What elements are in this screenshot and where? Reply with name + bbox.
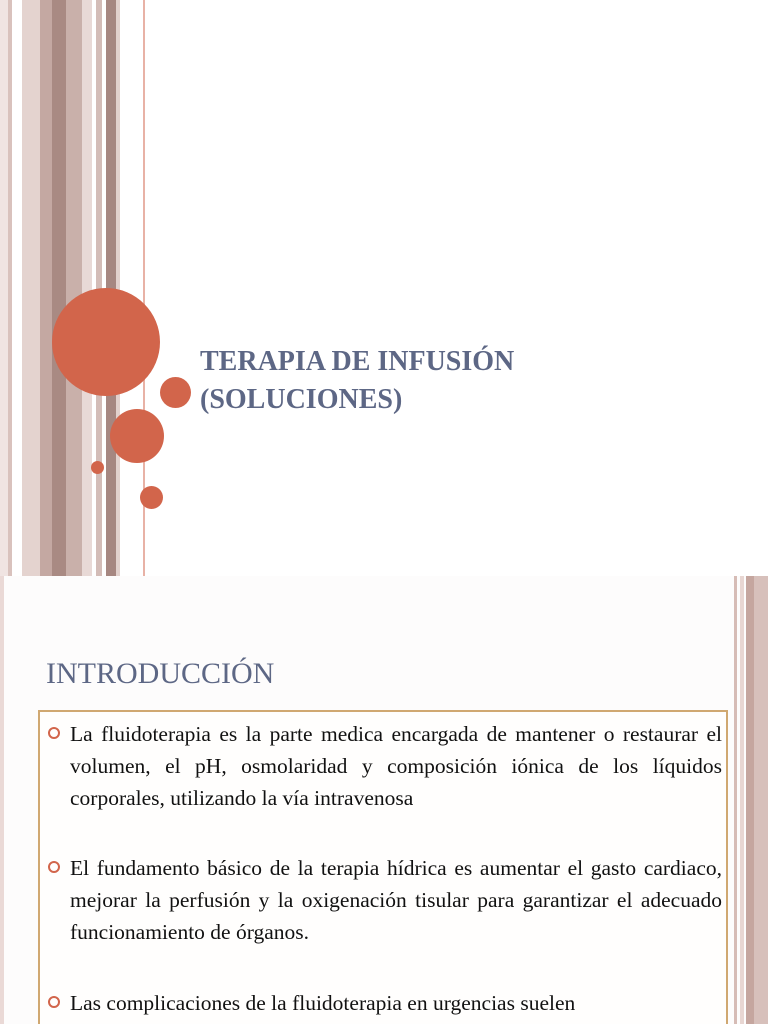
slide-title-line1: TERAPIA DE INFUSIÓN [200,346,515,377]
content-slide [0,576,768,1024]
bullet-text: El fundamento básico de la terapia hídrica es aumentar el gasto cardiaco, mejorar la perfusión y la oxigenación tisular para garantizar el adecuado funcionamiento de órganos. [70,856,722,944]
bullet-text: La fluidoterapia es la parte medica encargada de mantener o restaurar el volumen, el pH, osmolaridad y composición iónica de los líquidos corporales, utilizando la vía intravenosa [70,722,722,810]
circle-bullet-icon [48,861,60,873]
section-heading: INTRODUCCIÓN [46,657,275,690]
small-accent-circle-bottom [140,486,163,509]
bullet-item [70,852,722,948]
tiny-accent-circle [91,461,104,474]
large-accent-circle [52,288,160,396]
circle-bullet-icon [48,996,60,1008]
bullet-item [70,987,722,1019]
bullet-text: Las complicaciones de la fluidoterapia en urgencias suelen [70,991,576,1015]
content-box [38,710,728,1024]
circle-bullet-icon [48,727,60,739]
decorative-stripes [0,0,150,576]
medium-accent-circle [110,409,164,463]
slide-title [200,343,740,419]
bullet-item [70,718,722,814]
small-accent-circle [160,377,191,408]
slide-title-line2: (SOLUCIONES) [200,384,403,415]
